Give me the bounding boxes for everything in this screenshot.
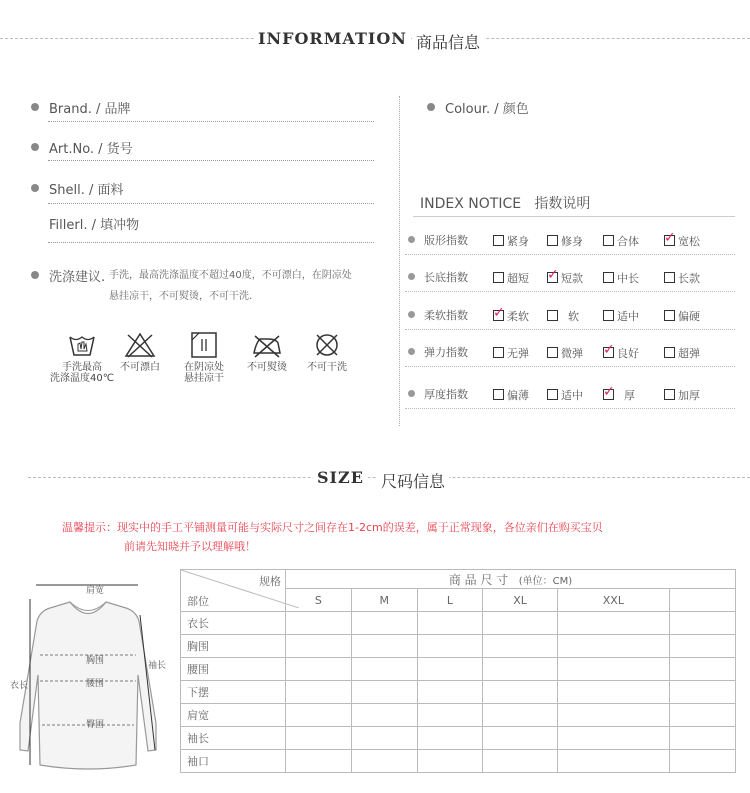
index-row-softness <box>405 300 735 330</box>
washing-text-1: 手洗，最高洗涤温度不超过40度，不可漂白，在阴凉处 <box>109 270 352 281</box>
index-option[interactable] <box>603 233 639 249</box>
garment-label-hem: 臀围 <box>86 720 105 730</box>
index-row-name: 厚度指数 <box>424 388 468 401</box>
garment-label-chest: 胸围 <box>86 656 105 666</box>
index-option[interactable] <box>603 308 639 324</box>
index-option[interactable] <box>547 267 583 286</box>
row-label: 胸围 <box>181 635 286 658</box>
option-label: 软 <box>561 310 579 323</box>
option-label: 偏薄 <box>507 389 529 402</box>
index-option[interactable] <box>603 342 639 361</box>
index-row-name: 版形指数 <box>424 234 468 247</box>
size-warning-line-1: 温馨提示：现实中的手工平铺测量可能与实际尺寸之间存在1-2cm的误差，属于正常现象，各位亲们在购买宝贝 <box>62 521 603 534</box>
care-hand-wash-label-1: 手洗最高 <box>62 362 102 373</box>
checkbox[interactable] <box>493 272 504 283</box>
option-label: 加厚 <box>678 389 700 402</box>
care-shade-dry-label-2: 悬挂凉干 <box>184 373 224 384</box>
checkbox[interactable] <box>603 235 614 246</box>
index-option[interactable] <box>547 387 583 403</box>
size-col-m: M <box>351 589 417 612</box>
check-mark-icon: ✓ <box>547 267 559 283</box>
checkbox[interactable] <box>603 272 614 283</box>
option-label: 超短 <box>507 272 529 285</box>
index-option[interactable] <box>493 345 529 361</box>
index-row-thickness <box>405 379 735 409</box>
brand-bullet <box>31 103 39 111</box>
checkbox[interactable] <box>547 235 558 246</box>
index-option[interactable] <box>664 270 700 286</box>
option-label: 修身 <box>561 235 583 248</box>
checkbox[interactable] <box>603 310 614 321</box>
option-label: 无弹 <box>507 347 529 360</box>
index-row-divider <box>405 254 735 255</box>
index-row-bullet <box>408 273 415 280</box>
no-dry-clean-icon <box>312 331 342 359</box>
table-row <box>181 750 736 773</box>
index-option[interactable] <box>664 308 700 324</box>
art-no-underline <box>48 160 374 161</box>
hand-wash-icon <box>67 331 97 359</box>
row-label: 袖口 <box>181 750 286 773</box>
index-row-bullet <box>408 348 415 355</box>
size-table <box>180 569 736 773</box>
size-title-cn: 尺码信息 <box>377 469 449 492</box>
table-corner-cell <box>181 570 286 612</box>
table-row <box>181 681 736 704</box>
index-option[interactable] <box>664 387 700 403</box>
checkbox-checked[interactable] <box>603 384 615 400</box>
index-row-name: 长底指数 <box>424 271 468 284</box>
garment-label-shoulder: 肩宽 <box>86 586 105 596</box>
index-option[interactable] <box>547 345 583 361</box>
table-row <box>181 570 736 589</box>
option-label: 适中 <box>617 310 639 323</box>
index-option[interactable] <box>493 387 529 403</box>
care-no-bleach-label: 不可漂白 <box>120 362 160 373</box>
size-warning-line-2: 前请先知晓并予以理解哦！ <box>124 540 256 553</box>
information-title-cn: 商品信息 <box>412 30 484 53</box>
index-row-divider <box>405 408 735 409</box>
care-no-iron <box>240 331 294 373</box>
table-row <box>181 635 736 658</box>
size-col-s: S <box>286 589 352 612</box>
index-row-name: 柔软指数 <box>424 309 468 322</box>
size-title-en: SIZE <box>313 468 368 487</box>
care-hand-wash <box>46 331 118 384</box>
checkbox[interactable] <box>664 347 675 358</box>
table-header-unit: (单位：CM) <box>518 575 573 587</box>
care-shade-dry <box>176 331 232 384</box>
index-row-length <box>405 262 735 292</box>
shell-bullet <box>31 184 39 192</box>
index-row-divider <box>405 366 735 367</box>
option-label: 超弹 <box>678 347 700 360</box>
index-row-divider <box>405 329 735 330</box>
checkbox[interactable] <box>493 235 504 246</box>
index-option[interactable] <box>493 305 529 324</box>
option-label: 柔软 <box>507 310 529 323</box>
index-option[interactable] <box>664 230 700 249</box>
garment-label-length: 衣长 <box>10 681 29 691</box>
row-label: 肩宽 <box>181 704 286 727</box>
check-mark-icon: ✓ <box>603 384 615 400</box>
index-option[interactable] <box>603 270 639 286</box>
option-label: 微弹 <box>561 347 583 360</box>
column-separator <box>399 96 400 426</box>
index-notice-underline <box>413 216 735 217</box>
size-col-xxl: XXL <box>557 589 669 612</box>
check-mark-icon: ✓ <box>493 305 505 321</box>
brand-label: Brand. / 品牌 <box>49 102 131 117</box>
index-row-bullet <box>408 311 415 318</box>
option-label: 长款 <box>678 272 700 285</box>
filler-label: Fillerl. / 填冲物 <box>49 218 140 233</box>
index-notice-title: INDEX NOTICE 指数说明 <box>420 196 591 212</box>
size-col-xl: XL <box>483 589 557 612</box>
index-row-bullet <box>408 390 415 397</box>
table-header <box>286 570 736 589</box>
colour-label: Colour. / 颜色 <box>445 102 529 117</box>
option-label: 良好 <box>617 347 639 360</box>
washing-bullet <box>31 271 39 279</box>
care-no-iron-label: 不可熨烫 <box>247 362 287 373</box>
washing-label: 洗涤建议. <box>49 270 106 285</box>
check-mark-icon: ✓ <box>603 342 615 358</box>
care-hand-wash-label-2: 洗涤温度40℃ <box>50 373 114 384</box>
no-iron-icon <box>250 331 284 359</box>
garment-label-waist: 腰围 <box>86 679 105 689</box>
row-label: 腰围 <box>181 658 286 681</box>
option-label: 厚 <box>617 389 635 402</box>
checkbox[interactable] <box>664 310 675 321</box>
shell-label: Shell. / 面料 <box>49 183 124 198</box>
size-col-l: L <box>417 589 483 612</box>
table-row <box>181 727 736 750</box>
information-title-en: INFORMATION <box>254 29 411 48</box>
checkbox[interactable] <box>547 310 558 321</box>
table-row <box>181 704 736 727</box>
part-label: 部位 <box>187 595 209 608</box>
option-label: 宽松 <box>678 235 700 248</box>
care-no-bleach <box>114 331 166 373</box>
art-no-label: Art.No. / 货号 <box>49 142 133 157</box>
index-option[interactable] <box>493 270 529 286</box>
filler-underline <box>48 242 374 243</box>
row-label: 袖长 <box>181 727 286 750</box>
index-option[interactable] <box>603 384 635 403</box>
option-label: 适中 <box>561 389 583 402</box>
row-label: 衣长 <box>181 612 286 635</box>
care-shade-dry-label-1: 在阴凉处 <box>184 362 224 373</box>
table-header-title: 商 品 尺 寸 <box>448 572 509 587</box>
checkbox-checked[interactable] <box>493 305 505 321</box>
checkbox[interactable] <box>664 389 675 400</box>
checkbox-checked[interactable] <box>603 342 615 358</box>
index-option[interactable] <box>493 233 529 249</box>
index-row-name: 弹力指数 <box>424 346 468 359</box>
garment-label-sleeve: 袖长 <box>148 661 167 671</box>
checkbox[interactable] <box>547 389 558 400</box>
shell-underline <box>48 203 374 204</box>
option-label: 偏硬 <box>678 310 700 323</box>
option-label: 紧身 <box>507 235 529 248</box>
no-bleach-icon <box>123 331 157 359</box>
table-row <box>181 658 736 681</box>
option-label: 短款 <box>561 272 583 285</box>
index-row-elasticity <box>405 337 735 367</box>
index-row-fit <box>405 225 735 255</box>
art-no-bullet <box>31 143 39 151</box>
option-label: 中长 <box>617 272 639 285</box>
size-header <box>0 468 750 491</box>
index-option[interactable] <box>664 345 700 361</box>
index-row-bullet <box>408 236 415 243</box>
checkbox[interactable] <box>493 347 504 358</box>
checkbox[interactable] <box>493 389 504 400</box>
care-no-dry-clean <box>300 331 354 373</box>
spec-label: 规格 <box>259 575 281 588</box>
colour-bullet <box>427 103 435 111</box>
care-no-dry-clean-label: 不可干洗 <box>307 362 347 373</box>
size-col-empty <box>670 589 736 612</box>
index-option[interactable] <box>547 308 579 324</box>
brand-underline <box>48 121 374 122</box>
checkbox-checked[interactable] <box>664 230 676 246</box>
information-header <box>0 29 750 52</box>
option-label: 合体 <box>617 235 639 248</box>
checkbox[interactable] <box>664 272 675 283</box>
checkbox-checked[interactable] <box>547 267 559 283</box>
washing-text-2: 悬挂凉干，不可熨烫，不可干洗. <box>109 291 253 302</box>
table-row <box>181 612 736 635</box>
checkbox[interactable] <box>547 347 558 358</box>
check-mark-icon: ✓ <box>664 230 676 246</box>
shade-dry-icon <box>190 331 218 359</box>
index-row-divider <box>405 291 735 292</box>
row-label: 下摆 <box>181 681 286 704</box>
index-option[interactable] <box>547 233 583 249</box>
